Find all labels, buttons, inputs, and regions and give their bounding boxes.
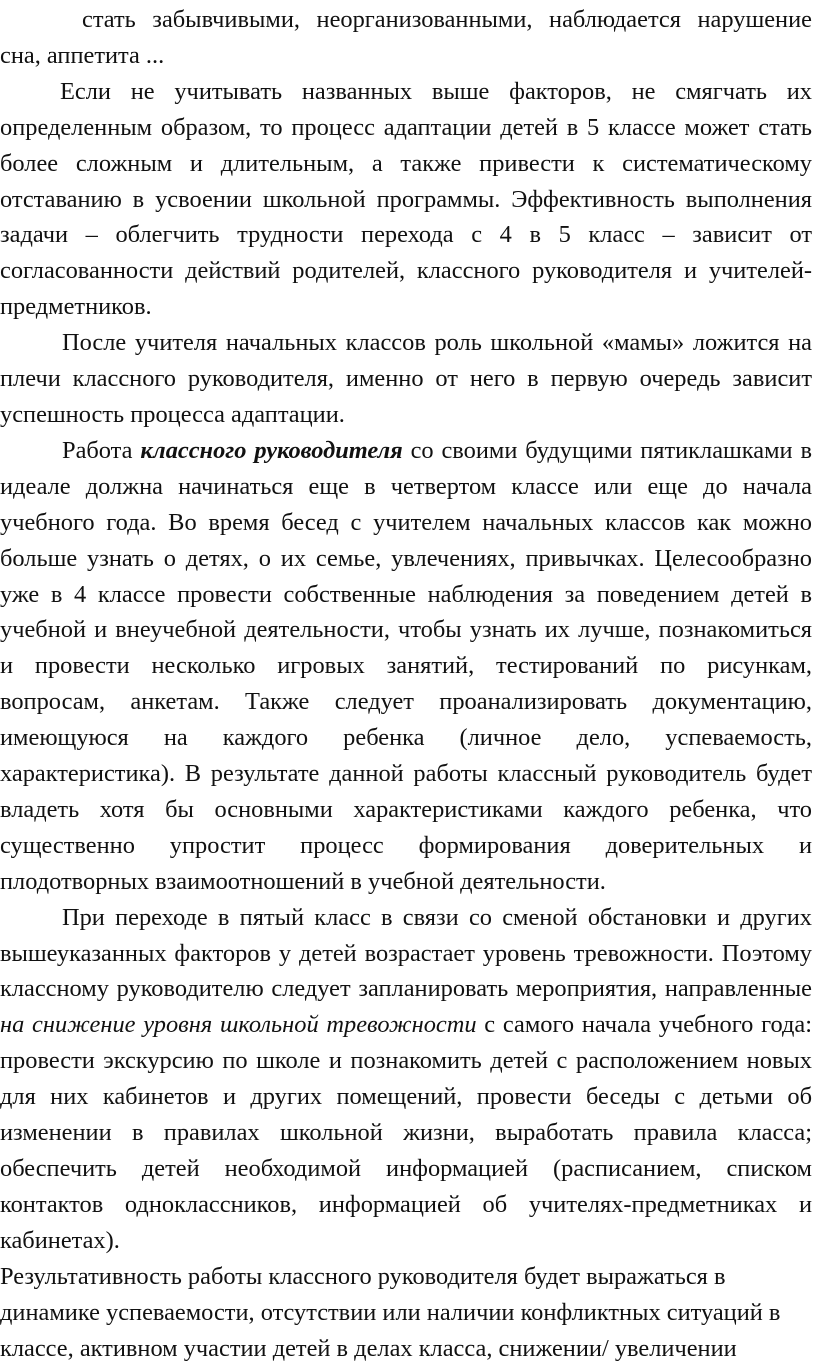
- paragraph-text-after: с самого начала учебного года: провести экскурсию по школе и познакомить детей с расположением новых для них кабинетов и других помещений, провести беседы с детьми об изменении в правилах школьной жизни, выработать правила класса; обеспечить детей необходимой информацией (расписанием, списком контактов одноклассников, информацией об учителях-предметниках и кабинетах).: [0, 1011, 812, 1254]
- paragraph-text: Если не учитывать названных выше факторов, не смягчать их определенным образом, то процесс адаптации детей в 5 классе может стать более сложным и длительным, а также привести к систематическому отставанию в усвоении школьной программы. Эффективность выполнения задачи – облегчить трудности перехода с 4 в 5 класс – зависит от согласованности действий родителей, классного руководителя и учителей-предметников.: [0, 77, 812, 321]
- document-body: [0, 2, 812, 1366]
- paragraph-text-after: со своими будущими пятиклашками в идеале должна начинаться еще в четвертом классе или еще до начала учебного года. Во время бесед с учителем начальных классов как можно больше узнать о детях, о их семье, увлечениях, привычках. Целесообразно уже в 4 классе провести собственные наблюдения за поведением детей в учебной и внеучебной деятельности, чтобы узнать их лучше, познакомиться и провести несколько игровых занятий, тестирований по рисункам, вопросам, анкетам. Также следует проанализировать документацию, имеющуюся на каждого ребенка (личное дело, успеваемость, характеристика). В результате данной работы классный руководитель будет владеть хотя бы основными характеристиками каждого ребенка, что существенно упростит процесс формирования доверительных и плодотворных взаимоотношений в учебной деятельности.: [0, 436, 812, 895]
- emphasis-bold-italic: классного руководителя: [140, 436, 403, 464]
- paragraph-adaptation-factors: [0, 74, 812, 325]
- paragraph-text: Результативность работы классного руководителя будет выражаться в динамике успеваемости, отсутствии или наличии конфликтных ситуаций в классе, активном участии детей в делах класса, снижении/ увеличении: [0, 1262, 781, 1362]
- emphasis-italic: на снижение уровня школьной тревожности: [0, 1011, 477, 1039]
- paragraph-text: После учителя начальных классов роль школьной «мамы» ложится на плечи классного руководителя, именно от него в первую очередь зависит успешность процесса адаптации.: [0, 329, 812, 428]
- paragraph-continuation: [0, 2, 812, 74]
- paragraph-anxiety-reduction: [0, 900, 812, 1259]
- paragraph-class-teacher-work: [0, 433, 812, 900]
- paragraph-text: стать забывчивыми, неорганизованными, наблюдается нарушение сна, аппетита ...: [0, 6, 812, 69]
- paragraph-text-before: При переходе в пятый класс в связи со сменой обстановки и других вышеуказанных факторов у детей возрастает уровень тревожности. Поэтому классному руководителю следует запланировать мероприятия, направленные: [0, 903, 812, 1003]
- paragraph-class-teacher-role: [0, 325, 812, 433]
- paragraph-effectiveness: [0, 1259, 790, 1366]
- paragraph-text-before: Работа: [62, 436, 141, 464]
